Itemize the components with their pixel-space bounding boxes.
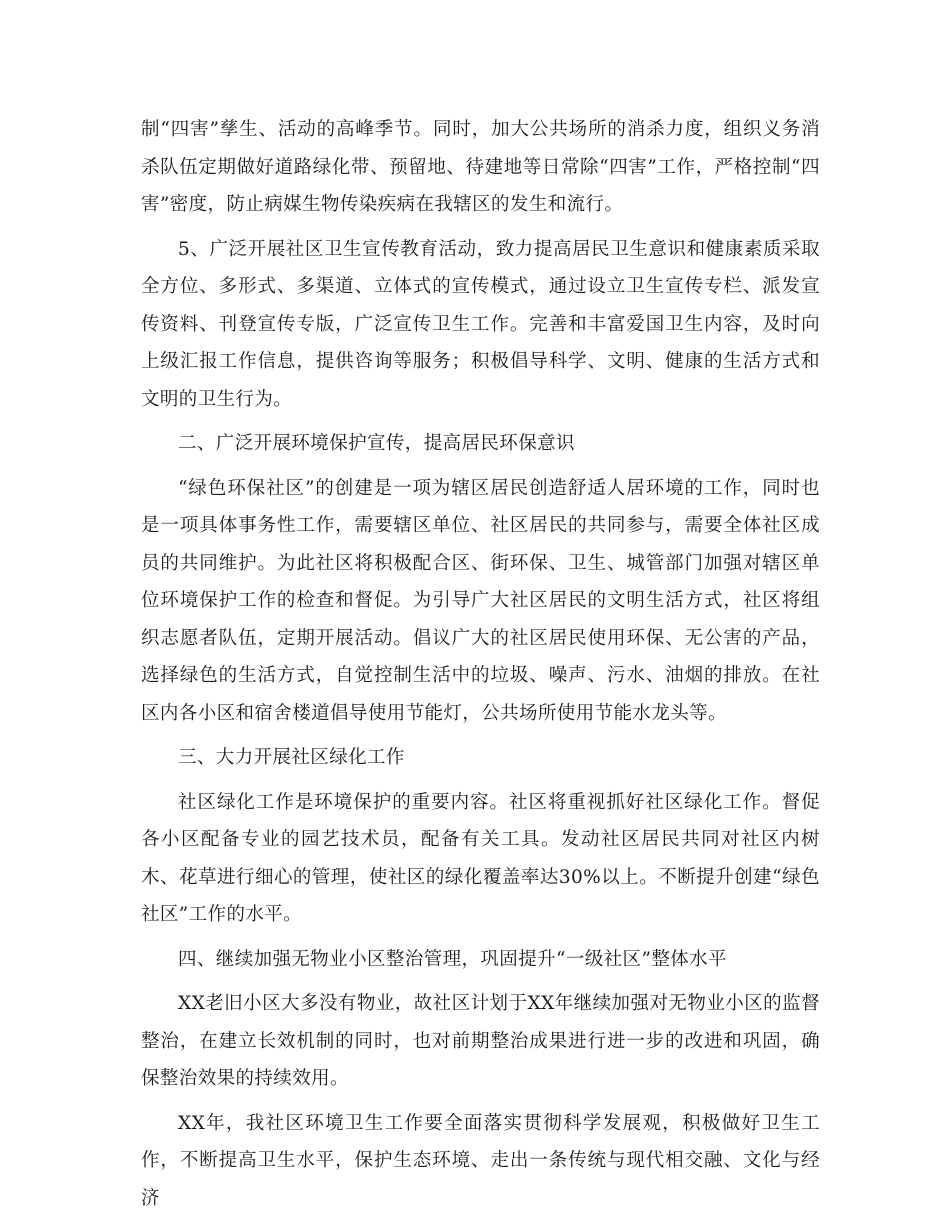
paragraph-continuation: 制“四害”孳生、活动的高峰季节。同时，加大公共场所的消杀力度，组织义务消杀队伍定期做好道路绿化带、预留地、待建地等日常除“四害”工作，严格控制“四害”密度，防止病媒生物传染疾病在我辖区的发生和流行。 <box>141 119 820 215</box>
section-heading-4: 四、继续加强无物业小区整治管理，巩固提升“一级社区”整体水平 <box>178 948 727 970</box>
paragraph-green-community: “绿色环保社区”的创建是一项为辖区居民创造舒适人居环境的工作，同时也是一项具体事务性工作，需要辖区单位、社区居民的共同参与，需要全体社区成员的共同维护。为此社区将积极配合区、街环保、卫生、城管部门加强对辖区单位环境保护工作的检查和督促。为引导广大社区居民的文明生活方式，社区将组织志愿者队伍，定期开展活动。倡议广大的社区居民使用环保、无公害的产品，选择绿色的生活方式，自觉控制生活中的垃圾、噪声、污水、油烟的排放。在社区内各小区和宿舍楼道倡导使用节能灯，公共场所使用节能水龙头等。 <box>141 477 820 724</box>
paragraph-greening: 社区绿化工作是环境保护的重要内容。社区将重视抓好社区绿化工作。督促各小区配备专业的园艺技术员，配备有关工具。发动社区居民共同对社区内树木、花草进行细心的管理，使社区的绿化覆盖率达30%以上。不断提升创建“绿色社区”工作的水平。 <box>141 791 820 925</box>
paragraph-property-management: XX老旧小区大多没有物业，故社区计划于XX年继续加强对无物业小区的监督整治，在建立长效机制的同时，也对前期整治成果进行进一步的改进和巩固，确保整治效果的持续效用。 <box>141 993 820 1089</box>
section-heading-2: 二、广泛开展环境保护宣传，提高居民环保意识 <box>178 433 575 454</box>
paragraph-summary: XX年，我社区环境卫生工作要全面落实贯彻科学发展观，积极做好卫生工作，不断提高卫生水平，保护生态环境、走出一条传统与现代相交融、文化与经济 <box>141 1112 820 1209</box>
section-heading-3: 三、大力开展社区绿化工作 <box>178 747 405 768</box>
paragraph-item-5: 5、广泛开展社区卫生宣传教育活动，致力提高居民卫生意识和健康素质采取全方位、多形式、多渠道、立体式的宣传模式，通过设立卫生宣传专栏、派发宣传资料、刊登宣传专版，广泛宣传卫生工作。完善和丰富爱国卫生内容，及时向上级汇报工作信息，提供咨询等服务；积极倡导科学、文明、健康的生活方式和文明的卫生行为。 <box>141 238 820 410</box>
